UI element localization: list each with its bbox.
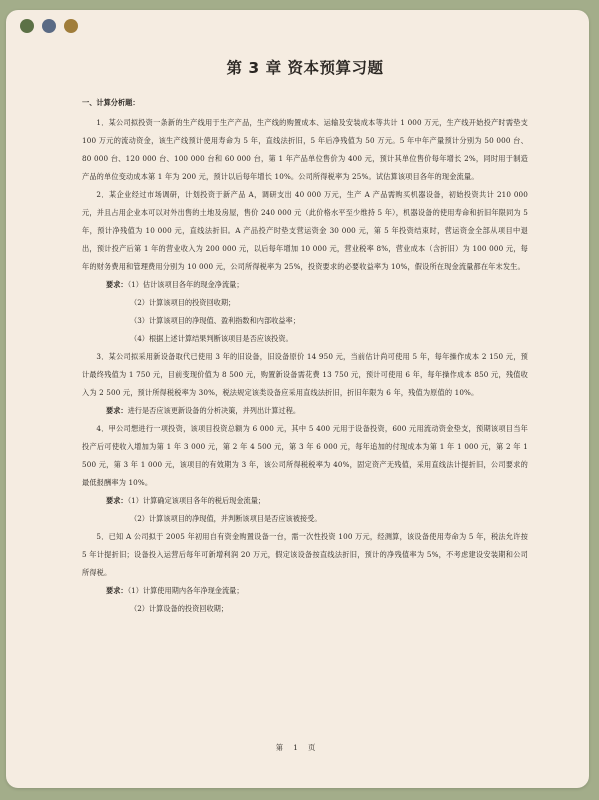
document-window bbox=[6, 10, 589, 788]
requirement-label bbox=[82, 402, 528, 420]
question-2: 2．某企业经过市场调研，计划投资于新产品 A，调研支出 40 000 万元，生产 A 产品需购买机器设备，初始投资共计 210 000 元，并且占用企业本可以对外出售的土地及房屋，售价 240 000 元（此价格水平至少维持 5 年），机器设备的使用寿命和折旧年限同为 5 年，预计净残值为 10 000 元，直线法折旧。A 产品投产时垫支营运资金 30 000 元，第 5 年投资结束时，营运资金全部从项目中退出，预计投产后第 1 年的营业收入为 200 000 元，以后每年增加 10 000 元，营业税率 8%，营业成本（含折旧）为 100 000 元，每年的财务费用和管理费用分别为 10 000 元，公司所得税率为 25%，投资要求的必要收益率为 10%，假设所在现金流量都在年末发生。 bbox=[82, 190, 528, 271]
requirement-item: （1）计算确定该项目各年的税后现金流量； bbox=[127, 496, 266, 505]
requirement-label-text: 要求： bbox=[106, 586, 128, 595]
requirement-label-text: 要求： bbox=[106, 496, 128, 505]
requirement-label-text: 要求： bbox=[106, 280, 128, 289]
question-1: 1．某公司拟投资一条新的生产线用于生产产品，生产线的购置成本、运输及安装成本等共计 1 000 万元，生产线开始投产时需垫支 100 万元的流动资金，该生产线预计使用寿命为 5 年，直线法折旧，5 年后净残值为 50 万元。5 年中年产量预计分别为 50 000 台、80 000 台、120 000 台、100 000 台和 60 000 台，第 1 年产品单位售价为 400 元，预计其单位售价每年增长 2%，同时用于制造产品的单位变动成本第 1 年为 200 元，预计以后每年增长 10%。公司所得税率为 25%。试估算该项目各年的现金流量。 bbox=[82, 118, 528, 181]
minimize-dot-icon[interactable] bbox=[42, 19, 56, 33]
page-title: 第 3 章 资本预算习题 bbox=[226, 59, 384, 77]
requirement-item: （2）计算设备的投资回收期； bbox=[130, 604, 229, 613]
requirement-item: （2）计算该项目的投资回收期； bbox=[130, 298, 236, 307]
question-4: 4．甲公司想进行一项投资，该项目投资总额为 6 000 元，其中 5 400 元用于设备投资，600 元用流动资金垫支，预期该项目当年投产后可使收入增加为第 1 年 3 000 元，第 2 年 4 500 元，第 3 年 6 000 元，每年追加的付现成本为第 1 年 1 000 元，第 2 年 1 500 元，第 3 年 1 000 元，该项目的有效期为 3 年，该公司所得税税率为 40%，固定资产无残值，采用直线法计提折旧，公司要求的最低报酬率为 10%。 bbox=[82, 424, 528, 487]
requirement-label bbox=[82, 582, 528, 600]
requirement-item: （1）估计该项目各年的现金净流量； bbox=[127, 280, 244, 289]
page-number: 第 1 页 bbox=[275, 743, 320, 752]
question-3: 3．某公司拟采用新设备取代已使用 3 年的旧设备，旧设备原价 14 950 元，当前估计尚可使用 5 年，每年操作成本 2 150 元，预计最终残值为 1 750 元，目前变现价值为 8 500 元，购置新设备需花费 13 750 元，预计可使用 6 年，每年操作成本 850 元，残值收入为 2 500 元，预计所得税税率为 30%，税法规定该类设备应采用直线法折旧，折旧年限为 6 年，残值为原值的 10%。 bbox=[82, 352, 528, 397]
document-page bbox=[82, 56, 528, 618]
question-5: 5．已知 A 公司拟于 2005 年初用自有资金购置设备一台，需一次性投资 100 万元，经测算，该设备使用寿命为 5 年，税法允许按 5 年计提折旧；设备投入运营后每年可新增利润 20 万元，假定该设备按直线法折旧，预计的净残值率为 5%，不考虑建设安装期和公司所得税。 bbox=[82, 532, 528, 577]
requirement-item: 进行是否应该更新设备的分析决策，并列出计算过程。 bbox=[127, 406, 301, 415]
requirement-item: （1）计算使用期内各年净现金流量； bbox=[127, 586, 244, 595]
requirement-label bbox=[82, 492, 528, 510]
maximize-dot-icon[interactable] bbox=[64, 19, 78, 33]
section-heading: 一、计算分析题： bbox=[82, 98, 140, 107]
requirement-item: （3）计算该项目的净现值、盈利指数和内部收益率； bbox=[130, 316, 300, 325]
requirement-label bbox=[82, 276, 528, 294]
window-controls bbox=[20, 19, 78, 33]
requirement-label-text: 要求： bbox=[106, 406, 128, 415]
requirement-item: （4）根据上述计算结果判断该项目是否应该投资。 bbox=[130, 334, 293, 343]
close-dot-icon[interactable] bbox=[20, 19, 34, 33]
requirement-item: （2）计算该项目的净现值，并判断该项目是否应该被接受。 bbox=[130, 514, 322, 523]
